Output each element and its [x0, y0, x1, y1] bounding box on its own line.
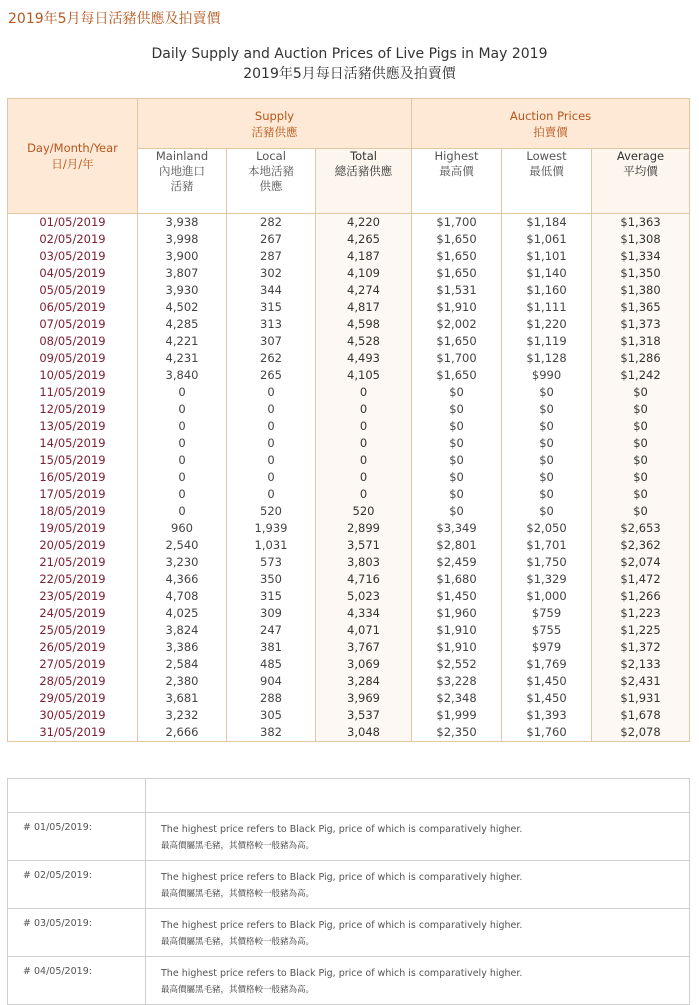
cell-date: 10/05/2019: [39, 368, 106, 382]
cell-lowest: $1,450: [526, 691, 567, 705]
cell-average: $1,678: [620, 708, 661, 722]
cell-local: 1,939: [254, 521, 288, 535]
notes-table: [7, 778, 690, 1005]
cell-mainland: 2,380: [165, 674, 199, 688]
note-text-en: The highest price refers to Black Pig, price of which is comparatively higher.: [161, 920, 523, 931]
cell-local: 1,031: [254, 538, 288, 552]
cell-mainland: 2,540: [165, 538, 199, 552]
cell-local: 265: [260, 368, 282, 382]
cell-local: 520: [260, 504, 282, 518]
cell-total: 2,899: [347, 521, 380, 535]
table-title-zh: 2019年5月每日活豬供應及拍賣價: [243, 66, 456, 82]
cell-average: $1,372: [620, 640, 661, 654]
column-date: [8, 214, 138, 742]
cell-local: 313: [260, 317, 282, 331]
supply-price-table: [7, 98, 690, 742]
header-date: [8, 99, 138, 214]
header-mainland: [138, 149, 227, 214]
cell-local: 305: [260, 708, 282, 722]
cell-highest: $1,700: [436, 215, 477, 229]
header-date-zh: 日/月/年: [51, 157, 94, 171]
cell-lowest: $1,329: [526, 572, 567, 586]
header-supply: [138, 99, 412, 149]
cell-date: 25/05/2019: [39, 623, 106, 637]
cell-highest: $2,350: [436, 725, 477, 739]
cell-mainland: 3,807: [165, 266, 199, 280]
cell-average: $1,472: [620, 572, 661, 586]
cell-local: 287: [260, 249, 282, 263]
note-text-zh: 最高價屬黑毛豬，其價格較一般豬為高。: [161, 937, 315, 947]
column-mainland: [138, 214, 227, 742]
cell-highest: $1,650: [436, 266, 477, 280]
note-text: [146, 957, 690, 1005]
note-date: # 02/05/2019:: [8, 861, 146, 909]
cell-date: 11/05/2019: [39, 385, 106, 399]
cell-date: 02/05/2019: [39, 232, 106, 246]
cell-local: 0: [267, 487, 275, 501]
cell-total: 3,969: [347, 691, 380, 705]
cell-local: 262: [260, 351, 282, 365]
note-row: [8, 909, 690, 957]
header-date-en: Day/Month/Year: [27, 141, 118, 155]
cell-date: 19/05/2019: [39, 521, 106, 535]
cell-highest: $2,801: [436, 538, 477, 552]
cell-highest: $1,650: [436, 249, 477, 263]
note-text-en: The highest price refers to Black Pig, price of which is comparatively higher.: [161, 872, 523, 883]
cell-lowest: $1,111: [526, 300, 567, 314]
cell-mainland: 0: [178, 453, 186, 467]
note-text-en: The highest price refers to Black Pig, price of which is comparatively higher.: [161, 824, 523, 835]
cell-highest: $2,459: [436, 555, 477, 569]
cell-total: 0: [359, 402, 368, 416]
cell-date: 18/05/2019: [39, 504, 106, 518]
cell-local: 0: [267, 419, 275, 433]
cell-date: 30/05/2019: [39, 708, 106, 722]
cell-average: $1,223: [620, 606, 661, 620]
cell-date: 09/05/2019: [39, 351, 106, 365]
cell-average: $2,133: [620, 657, 661, 671]
cell-total: 0: [359, 436, 368, 450]
cell-average: $0: [633, 419, 648, 433]
cell-date: 13/05/2019: [39, 419, 106, 433]
cell-highest: $1,910: [436, 640, 477, 654]
cell-local: 0: [267, 470, 275, 484]
note-text-en: The highest price refers to Black Pig, price of which is comparatively higher.: [161, 968, 523, 979]
cell-highest: $3,349: [436, 521, 477, 535]
cell-lowest: $0: [539, 385, 554, 399]
cell-date: 14/05/2019: [39, 436, 106, 450]
cell-lowest: $1,119: [526, 334, 567, 348]
header-lowest-en: Lowest: [526, 149, 567, 163]
cell-highest: $0: [449, 453, 464, 467]
cell-date: 28/05/2019: [39, 674, 106, 688]
cell-total: 3,069: [347, 657, 380, 671]
cell-highest: $0: [449, 419, 464, 433]
cell-lowest: $755: [531, 623, 562, 637]
cell-lowest: $1,450: [526, 674, 567, 688]
cell-total: 4,105: [347, 368, 380, 382]
cell-lowest: $1,393: [526, 708, 567, 722]
column-total: [316, 214, 412, 742]
cell-local: 315: [260, 300, 282, 314]
header-auction-prices: [412, 99, 690, 149]
note-text-zh: 最高價屬黑毛豬，其價格較一般豬為高。: [161, 985, 315, 995]
header-local: [227, 149, 316, 214]
cell-local: 315: [260, 589, 282, 603]
cell-mainland: 960: [171, 521, 193, 535]
cell-total: 0: [359, 419, 368, 433]
notes-header-cell: [146, 779, 690, 813]
cell-date: 26/05/2019: [39, 640, 106, 654]
cell-local: 282: [260, 215, 282, 229]
cell-mainland: 4,221: [165, 334, 199, 348]
cell-average: $1,373: [620, 317, 661, 331]
note-text-zh: 最高價屬黑毛豬，其價格較一般豬為高。: [161, 889, 315, 899]
cell-lowest: $0: [539, 453, 554, 467]
cell-average: $1,308: [620, 232, 661, 246]
column-local: [227, 214, 316, 742]
cell-total: 4,598: [347, 317, 380, 331]
header-mainland-en: Mainland: [155, 149, 209, 163]
cell-date: 15/05/2019: [39, 453, 106, 467]
cell-total: 4,187: [347, 249, 380, 263]
cell-average: $0: [633, 385, 648, 399]
cell-average: $1,365: [620, 300, 661, 314]
header-highest-zh: 最高價: [439, 164, 474, 178]
note-text: [146, 813, 690, 861]
note-text: [146, 909, 690, 957]
cell-highest: $1,531: [436, 283, 477, 297]
cell-date: 05/05/2019: [39, 283, 106, 297]
cell-local: 573: [260, 555, 282, 569]
cell-local: 247: [260, 623, 282, 637]
cell-mainland: 0: [178, 419, 186, 433]
cell-average: $1,318: [620, 334, 661, 348]
cell-total: 3,803: [347, 555, 380, 569]
notes-header-row: [8, 779, 690, 813]
cell-mainland: 3,998: [165, 232, 199, 246]
cell-total: 4,528: [347, 334, 380, 348]
header-total: [316, 149, 412, 214]
cell-mainland: 0: [178, 402, 186, 416]
header-total-en: Total: [350, 149, 377, 163]
cell-lowest: $979: [531, 640, 562, 654]
cell-mainland: 0: [178, 470, 186, 484]
cell-highest: $1,960: [436, 606, 477, 620]
cell-local: 0: [267, 402, 275, 416]
header-supply-en: Supply: [254, 108, 295, 123]
header-local-zh1: 本地活豬: [248, 164, 294, 178]
header-mainland-zh2: 活豬: [170, 179, 194, 193]
cell-lowest: $1,061: [526, 232, 567, 246]
column-average: [592, 214, 690, 742]
cell-average: $1,286: [620, 351, 661, 365]
cell-highest: $1,700: [436, 351, 477, 365]
header-auction-zh: 拍賣價: [533, 124, 568, 139]
header-total-zh: 總活豬供應: [334, 164, 393, 178]
cell-average: $1,225: [620, 623, 661, 637]
cell-total: 3,284: [347, 674, 380, 688]
cell-highest: $1,450: [436, 589, 477, 603]
note-row: [8, 813, 690, 861]
cell-highest: $2,552: [436, 657, 477, 671]
cell-total: 0: [359, 385, 368, 399]
cell-mainland: 0: [178, 436, 186, 450]
cell-average: $1,350: [620, 266, 661, 280]
cell-mainland: 4,502: [165, 300, 199, 314]
cell-lowest: $1,760: [526, 725, 567, 739]
cell-date: 17/05/2019: [39, 487, 106, 501]
header-lowest: [502, 149, 592, 214]
cell-local: 0: [267, 436, 275, 450]
note-row: [8, 861, 690, 909]
cell-total: 3,048: [347, 725, 380, 739]
cell-date: 20/05/2019: [39, 538, 106, 552]
cell-lowest: $1,000: [526, 589, 567, 603]
cell-lowest: $0: [539, 487, 554, 501]
cell-average: $1,380: [620, 283, 661, 297]
cell-highest: $1,910: [436, 623, 477, 637]
cell-date: 23/05/2019: [39, 589, 106, 603]
cell-lowest: $1,128: [526, 351, 567, 365]
cell-total: 4,334: [347, 606, 380, 620]
cell-date: 08/05/2019: [39, 334, 106, 348]
header-auction-en: Auction Prices: [509, 108, 592, 123]
cell-total: 4,274: [347, 283, 380, 297]
cell-date: 21/05/2019: [39, 555, 106, 569]
header-average-en: Average: [616, 149, 665, 163]
cell-lowest: $759: [531, 606, 562, 620]
header-average-zh: 平均價: [623, 164, 658, 178]
cell-mainland: 2,584: [165, 657, 199, 671]
cell-highest: $1,650: [436, 334, 477, 348]
cell-local: 350: [260, 572, 282, 586]
header-average: [592, 149, 690, 214]
cell-date: 24/05/2019: [39, 606, 106, 620]
cell-date: 04/05/2019: [39, 266, 106, 280]
cell-lowest: $1,160: [526, 283, 567, 297]
notes-header-cell: [8, 779, 146, 813]
cell-total: 3,767: [347, 640, 380, 654]
cell-average: $1,334: [620, 249, 661, 263]
column-highest: [412, 214, 502, 742]
cell-total: 4,220: [347, 215, 380, 229]
column-lowest: [502, 214, 592, 742]
cell-total: 4,716: [347, 572, 380, 586]
table-title-en: Daily Supply and Auction Prices of Live Pigs in May 2019: [151, 46, 548, 62]
cell-local: 309: [260, 606, 282, 620]
cell-local: 307: [260, 334, 282, 348]
cell-local: 288: [260, 691, 282, 705]
cell-date: 07/05/2019: [39, 317, 106, 331]
cell-average: $2,078: [620, 725, 661, 739]
cell-total: 4,071: [347, 623, 380, 637]
cell-mainland: 4,025: [165, 606, 199, 620]
cell-mainland: 4,231: [165, 351, 199, 365]
note-text: [146, 861, 690, 909]
cell-lowest: $1,701: [526, 538, 567, 552]
cell-lowest: $0: [539, 436, 554, 450]
header-local-zh2: 供應: [259, 179, 283, 193]
cell-local: 0: [267, 385, 275, 399]
cell-lowest: $0: [539, 419, 554, 433]
cell-local: 267: [260, 232, 282, 246]
cell-average: $2,431: [620, 674, 661, 688]
cell-highest: $1,650: [436, 232, 477, 246]
cell-mainland: 0: [178, 385, 186, 399]
cell-local: 904: [260, 674, 282, 688]
cell-mainland: 3,386: [165, 640, 199, 654]
cell-average: $2,362: [620, 538, 661, 552]
cell-mainland: 3,840: [165, 368, 199, 382]
cell-total: 4,493: [347, 351, 380, 365]
note-date: # 04/05/2019:: [8, 957, 146, 1005]
cell-local: 302: [260, 266, 282, 280]
cell-mainland: 0: [178, 504, 186, 518]
cell-total: 3,571: [347, 538, 380, 552]
cell-average: $1,931: [620, 691, 661, 705]
cell-total: 520: [352, 504, 375, 518]
cell-average: $1,242: [620, 368, 661, 382]
cell-average: $1,266: [620, 589, 661, 603]
cell-mainland: 4,366: [165, 572, 199, 586]
cell-highest: $0: [449, 402, 464, 416]
cell-lowest: $0: [539, 504, 554, 518]
header-lowest-zh: 最低價: [529, 164, 564, 178]
cell-local: 485: [260, 657, 282, 671]
cell-total: 0: [359, 453, 368, 467]
cell-date: 31/05/2019: [39, 725, 106, 739]
cell-average: $0: [633, 487, 648, 501]
header-supply-zh: 活豬供應: [251, 124, 298, 139]
cell-mainland: 4,285: [165, 317, 199, 331]
cell-highest: $1,650: [436, 368, 477, 382]
cell-mainland: 3,232: [165, 708, 199, 722]
cell-local: 0: [267, 453, 275, 467]
cell-mainland: 3,681: [165, 691, 199, 705]
cell-total: 0: [359, 487, 368, 501]
cell-date: 03/05/2019: [39, 249, 106, 263]
cell-date: 16/05/2019: [39, 470, 106, 484]
cell-average: $0: [633, 402, 648, 416]
cell-local: 382: [260, 725, 282, 739]
cell-highest: $3,228: [436, 674, 477, 688]
cell-lowest: $1,184: [526, 215, 567, 229]
cell-date: 27/05/2019: [39, 657, 106, 671]
cell-average: $0: [633, 504, 648, 518]
table-title: [0, 44, 699, 84]
cell-lowest: $0: [539, 402, 554, 416]
cell-lowest: $1,140: [526, 266, 567, 280]
cell-highest: $2,002: [436, 317, 477, 331]
cell-total: 4,109: [347, 266, 380, 280]
cell-lowest: $1,750: [526, 555, 567, 569]
cell-local: 381: [260, 640, 282, 654]
cell-total: 5,023: [347, 589, 380, 603]
cell-highest: $2,348: [436, 691, 477, 705]
note-date: # 01/05/2019:: [8, 813, 146, 861]
cell-lowest: $2,050: [526, 521, 567, 535]
cell-average: $0: [633, 436, 648, 450]
note-text-zh: 最高價屬黑毛豬，其價格較一般豬為高。: [161, 841, 315, 851]
cell-date: 22/05/2019: [39, 572, 106, 586]
cell-highest: $0: [449, 487, 464, 501]
header-mainland-zh1: 內地進口: [159, 164, 205, 178]
cell-highest: $1,910: [436, 300, 477, 314]
cell-highest: $0: [449, 470, 464, 484]
header-highest-en: Highest: [434, 149, 479, 163]
cell-mainland: 3,824: [165, 623, 199, 637]
cell-mainland: 3,938: [165, 215, 199, 229]
cell-lowest: $0: [539, 470, 554, 484]
cell-local: 344: [260, 283, 282, 297]
cell-highest: $1,680: [436, 572, 477, 586]
header-highest: [412, 149, 502, 214]
cell-lowest: $990: [531, 368, 562, 382]
cell-mainland: 0: [178, 487, 186, 501]
cell-average: $0: [633, 453, 648, 467]
cell-total: 0: [359, 470, 368, 484]
cell-total: 4,265: [347, 232, 380, 246]
note-date: # 03/05/2019:: [8, 909, 146, 957]
cell-date: 06/05/2019: [39, 300, 106, 314]
cell-average: $1,363: [620, 215, 661, 229]
cell-mainland: 2,666: [165, 725, 199, 739]
header-local-en: Local: [256, 149, 286, 163]
cell-mainland: 3,930: [165, 283, 199, 297]
cell-highest: $1,999: [436, 708, 477, 722]
cell-lowest: $1,101: [526, 249, 567, 263]
cell-average: $2,653: [620, 521, 661, 535]
cell-mainland: 3,230: [165, 555, 199, 569]
cell-mainland: 4,708: [165, 589, 199, 603]
cell-average: $0: [633, 470, 648, 484]
note-row: [8, 957, 690, 1005]
cell-highest: $0: [449, 385, 464, 399]
cell-lowest: $1,769: [526, 657, 567, 671]
cell-highest: $0: [449, 504, 464, 518]
cell-lowest: $1,220: [526, 317, 567, 331]
cell-average: $2,074: [620, 555, 661, 569]
cell-date: 12/05/2019: [39, 402, 106, 416]
page-heading: 2019年5月每日活豬供應及拍賣價: [8, 11, 221, 27]
cell-date: 29/05/2019: [39, 691, 106, 705]
cell-mainland: 3,900: [165, 249, 199, 263]
cell-highest: $0: [449, 436, 464, 450]
cell-total: 4,817: [347, 300, 380, 314]
cell-date: 01/05/2019: [39, 215, 106, 229]
cell-total: 3,537: [347, 708, 380, 722]
